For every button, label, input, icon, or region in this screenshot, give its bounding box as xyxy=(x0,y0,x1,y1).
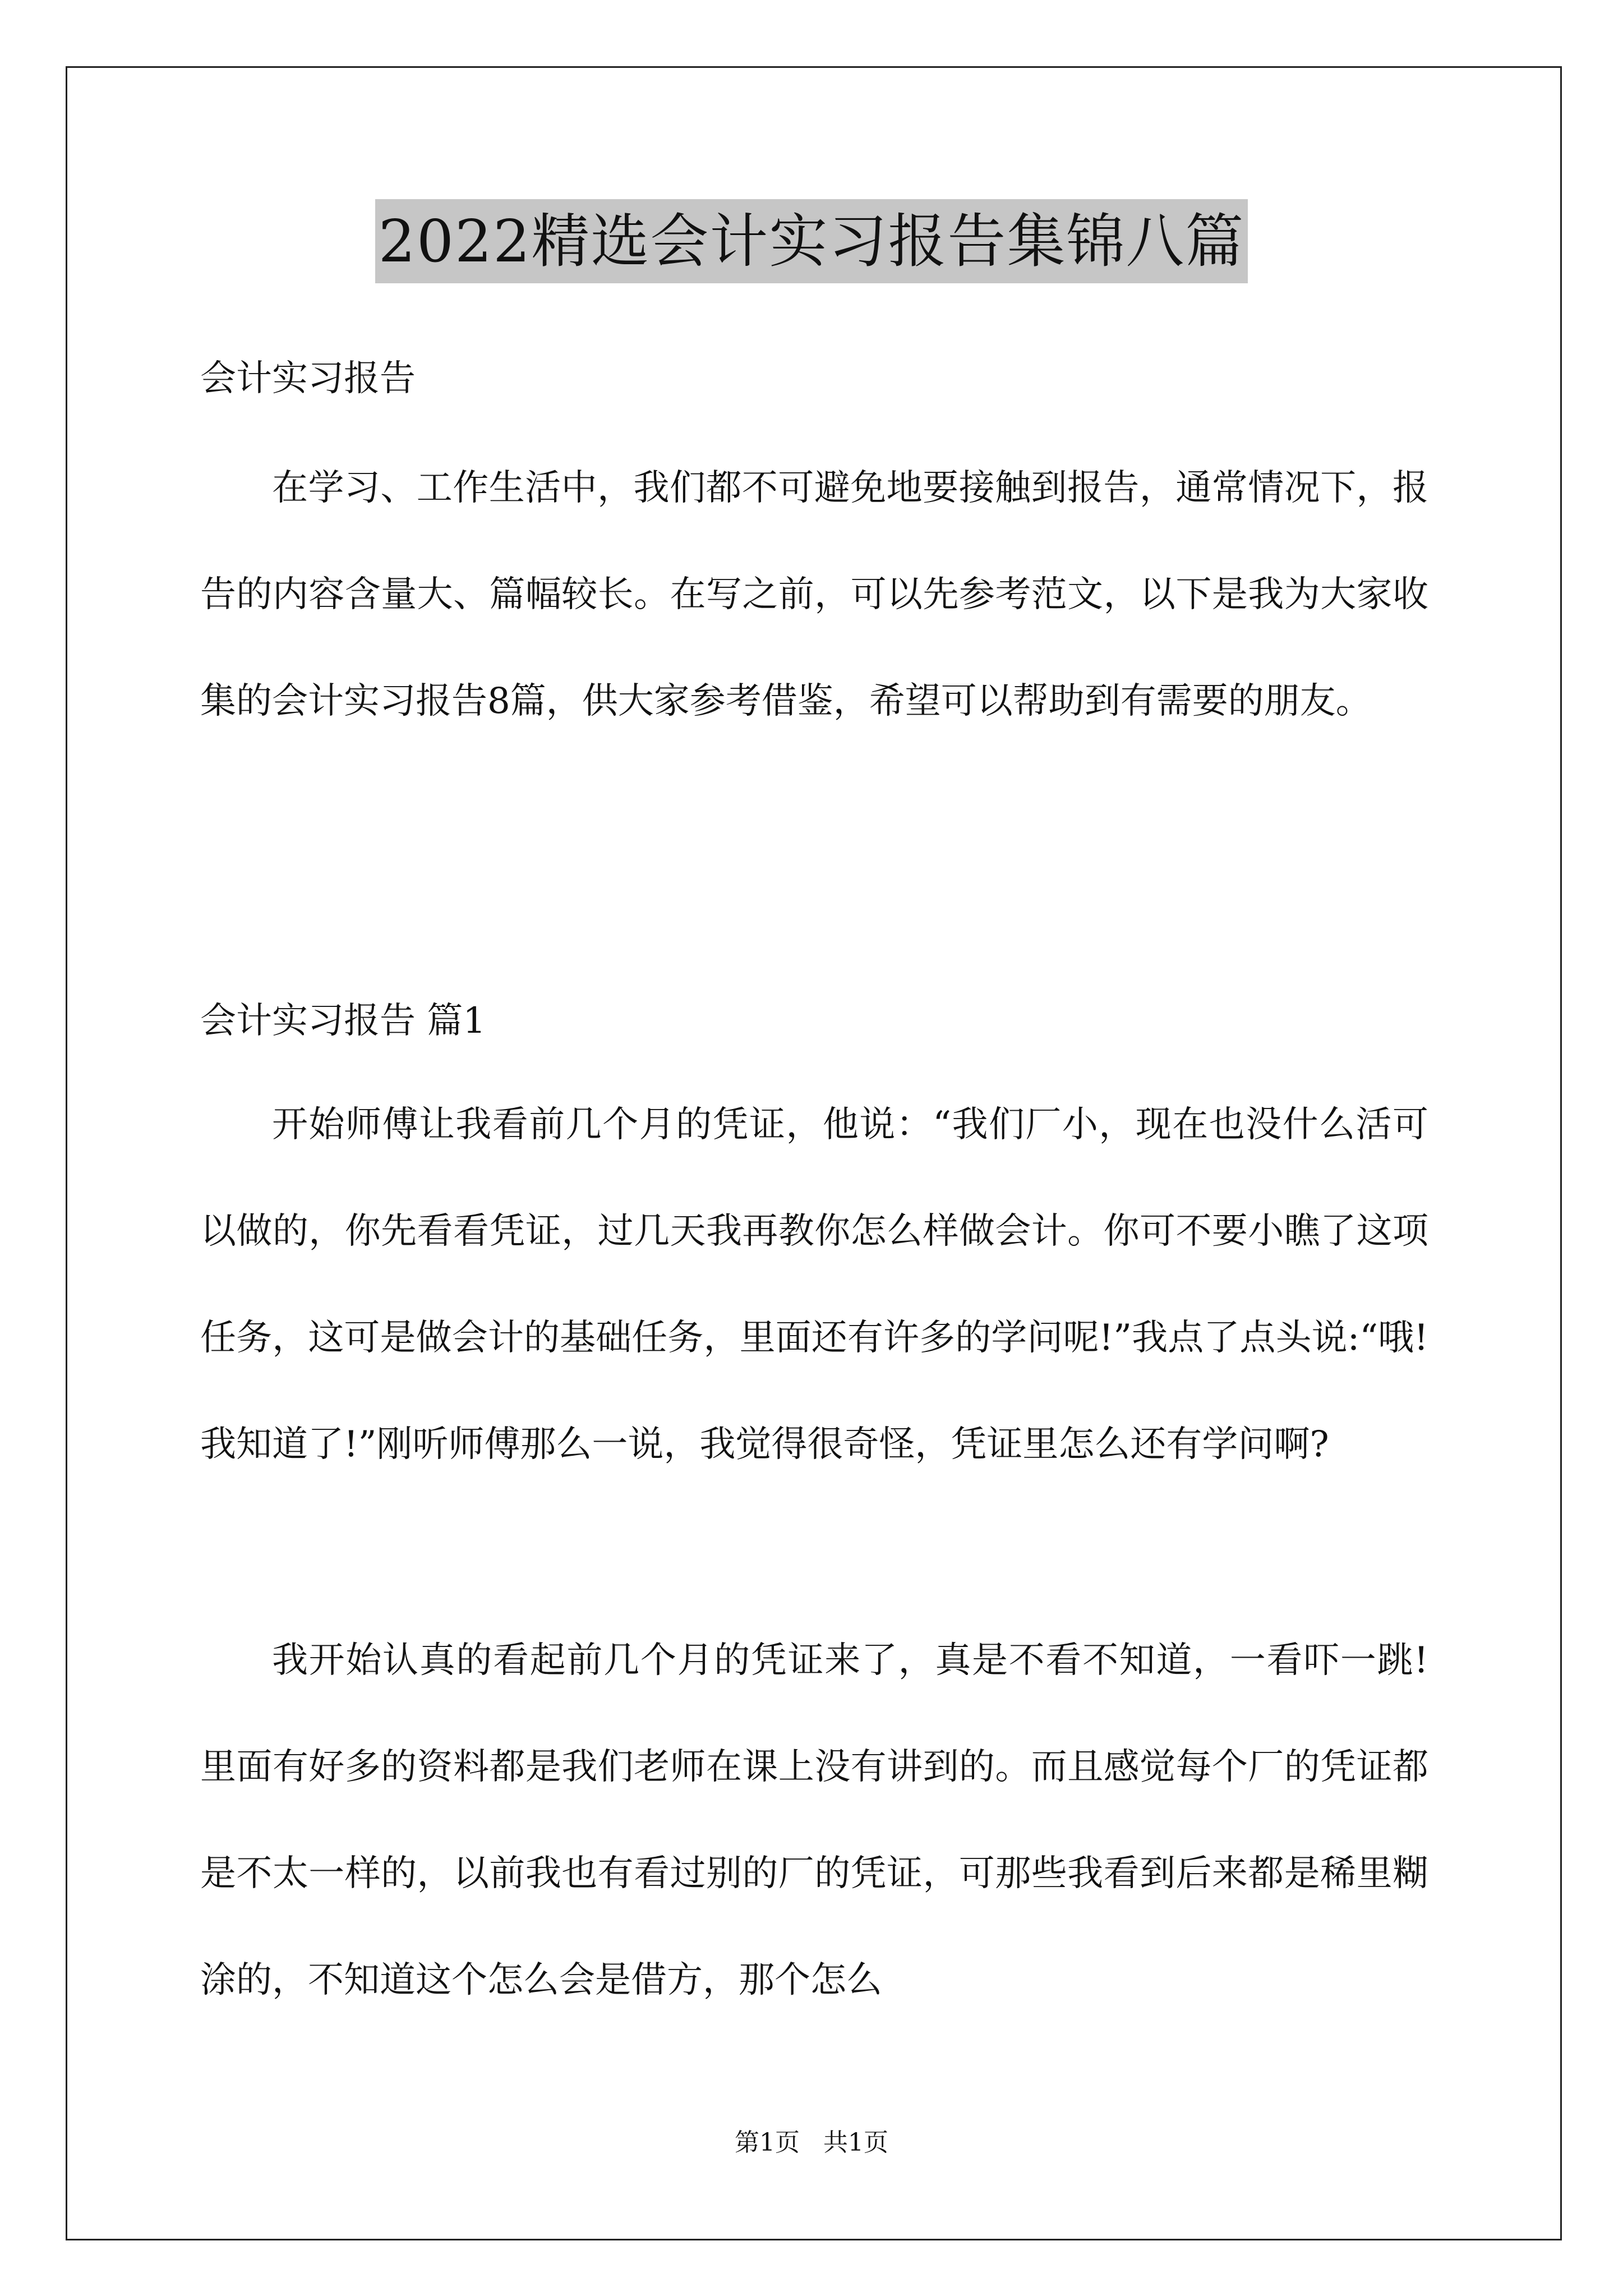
section1-heading: 会计实习报告 篇1 xyxy=(200,1000,486,1042)
page-footer: 第1页 共1页 xyxy=(735,2128,888,2157)
title-container xyxy=(0,199,1623,283)
intro-heading: 会计实习报告 xyxy=(200,358,416,399)
intro-paragraph: 在学习、工作生活中，我们都不可避免地要接触到报告，通常情况下，报告的内容含量大、篇幅较长。在写之前，可以先参考范文，以下是我为大家收集的会计实习报告8篇，供大家参考借鉴，希望可以帮助到有需要的朋友。 xyxy=(200,467,1428,722)
document-title: 2022精选会计实习报告集锦八篇 xyxy=(375,199,1248,283)
section1-paragraph-1: 开始师傅让我看前几个月的凭证，他说：“我们厂小，现在也没什么活可以做的，你先看看凭证，过几天我再教你怎么样做会计。你可不要小瞧了这项任务，这可是做会计的基础任务，里面还有许多的学问呢!”我点了点头说:“哦!我知道了!”刚听师傅那么一说，我觉得很奇怪，凭证里怎么还有学问啊? xyxy=(200,1104,1428,1465)
section1-paragraph-2: 我开始认真的看起前几个月的凭证来了，真是不看不知道，一看吓一跳!里面有好多的资料都是我们老师在课上没有讲到的。而且感觉每个厂的凭证都是不太一样的，以前我也有看过别的厂的凭证，可那些我看到后来都是稀里糊涂的，不知道这个怎么会是借方，那个怎么 xyxy=(200,1640,1428,2001)
